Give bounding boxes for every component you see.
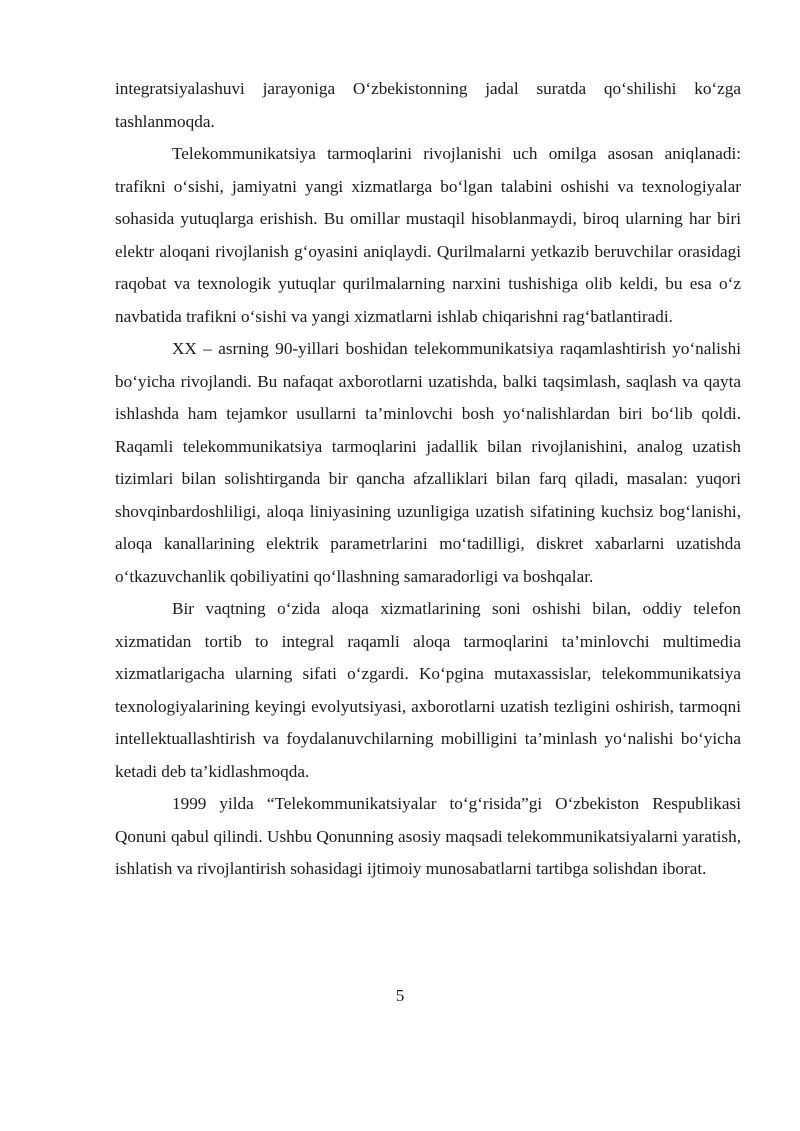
paragraph-telecom-factors: Telekommunikatsiya tarmoqlarini rivojlanishi uch omilga asosan aniqlanadi: trafikni o‘sishi, jamiyatni yangi xizmatlarga bo‘lgan talabini oshishi va texnologiyalar sohasida yutuqlarga erishish. Bu omillar mustaqil hisoblanmaydi, biroq ularning har biri elektr aloqani rivojlanish g‘oyasini aniqlaydi. Qurilmalarni yetkazib beruvchilar orasidagi raqobat va texnologik yutuqlar qurilmalarning narxini tushishiga olib keldi, bu esa o‘z navbatida trafikni o‘sishi va yangi xizmatlarni ishlab chiqarishni rag‘batlantiradi.	[115, 144, 741, 326]
paragraph-services-evolution: Bir vaqtning o‘zida aloqa xizmatlarining soni oshishi bilan, oddiy telefon xizmatidan tortib to integral raqamli aloqa tarmoqlarini ta’minlovchi multimedia xizmatlarigacha ularning sifati o‘zgardi. Ko‘pgina mutaxassislar, telekommunikatsiya texnologiyalarining keyingi evolyutsiyasi, axborotlarni uzatish tezligini oshirish, tarmoqni intellektuallashtirish va foydalanuvchilarning mobilligini ta’minlash yo‘nalishi bo‘yicha ketadi deb ta’kidlashmoqda.	[115, 599, 741, 781]
paragraph-digitalization: XX – asrning 90-yillari boshidan telekommunikatsiya raqamlashtirish yo‘nalishi bo‘yicha rivojlandi. Bu nafaqat axborotlarni uzatishda, balki taqsimlash, saqlash va qayta ishlashda ham tejamkor usullarni ta’minlovchi bosh yo‘nalishlardan biri bo‘lib qoldi. Raqamli telekommunikatsiya tarmoqlarini jadallik bilan rivojlanishini, analog uzatish tizimlari bilan solishtirganda bir qancha afzalliklari bilan farq qiladi, masalan: yuqori shovqinbardoshliligi, aloqa liniyasining uzunligiga uzatish sifatining kuchsiz bog‘lanishi, aloqa kanallarining elektrik parametrlarini mo‘tadilligi, diskret xabarlarni uzatishda o‘tkazuvchanlik qobiliyatini qo‘llashning samaradorligi va boshqalar.	[115, 339, 741, 586]
paragraph-continuation: integratsiyalashuvi jarayoniga O‘zbekistonning jadal suratda qo‘shilishi ko‘zga tashlanmoqda.	[115, 79, 741, 131]
paragraph-law-1999: 1999 yilda “Telekommunikatsiyalar to‘g‘risida”gi O‘zbekiston Respublikasi Qonuni qabul qilindi. Ushbu Qonunning asosiy maqsadi telekommunikatsiyalarni yaratish, ishlatish va rivojlantirish sohasidagi ijtimoiy munosabatlarni tartibga solishdan iborat.	[115, 794, 741, 878]
page-number: 5	[395, 986, 405, 1005]
body-text	[115, 73, 741, 886]
